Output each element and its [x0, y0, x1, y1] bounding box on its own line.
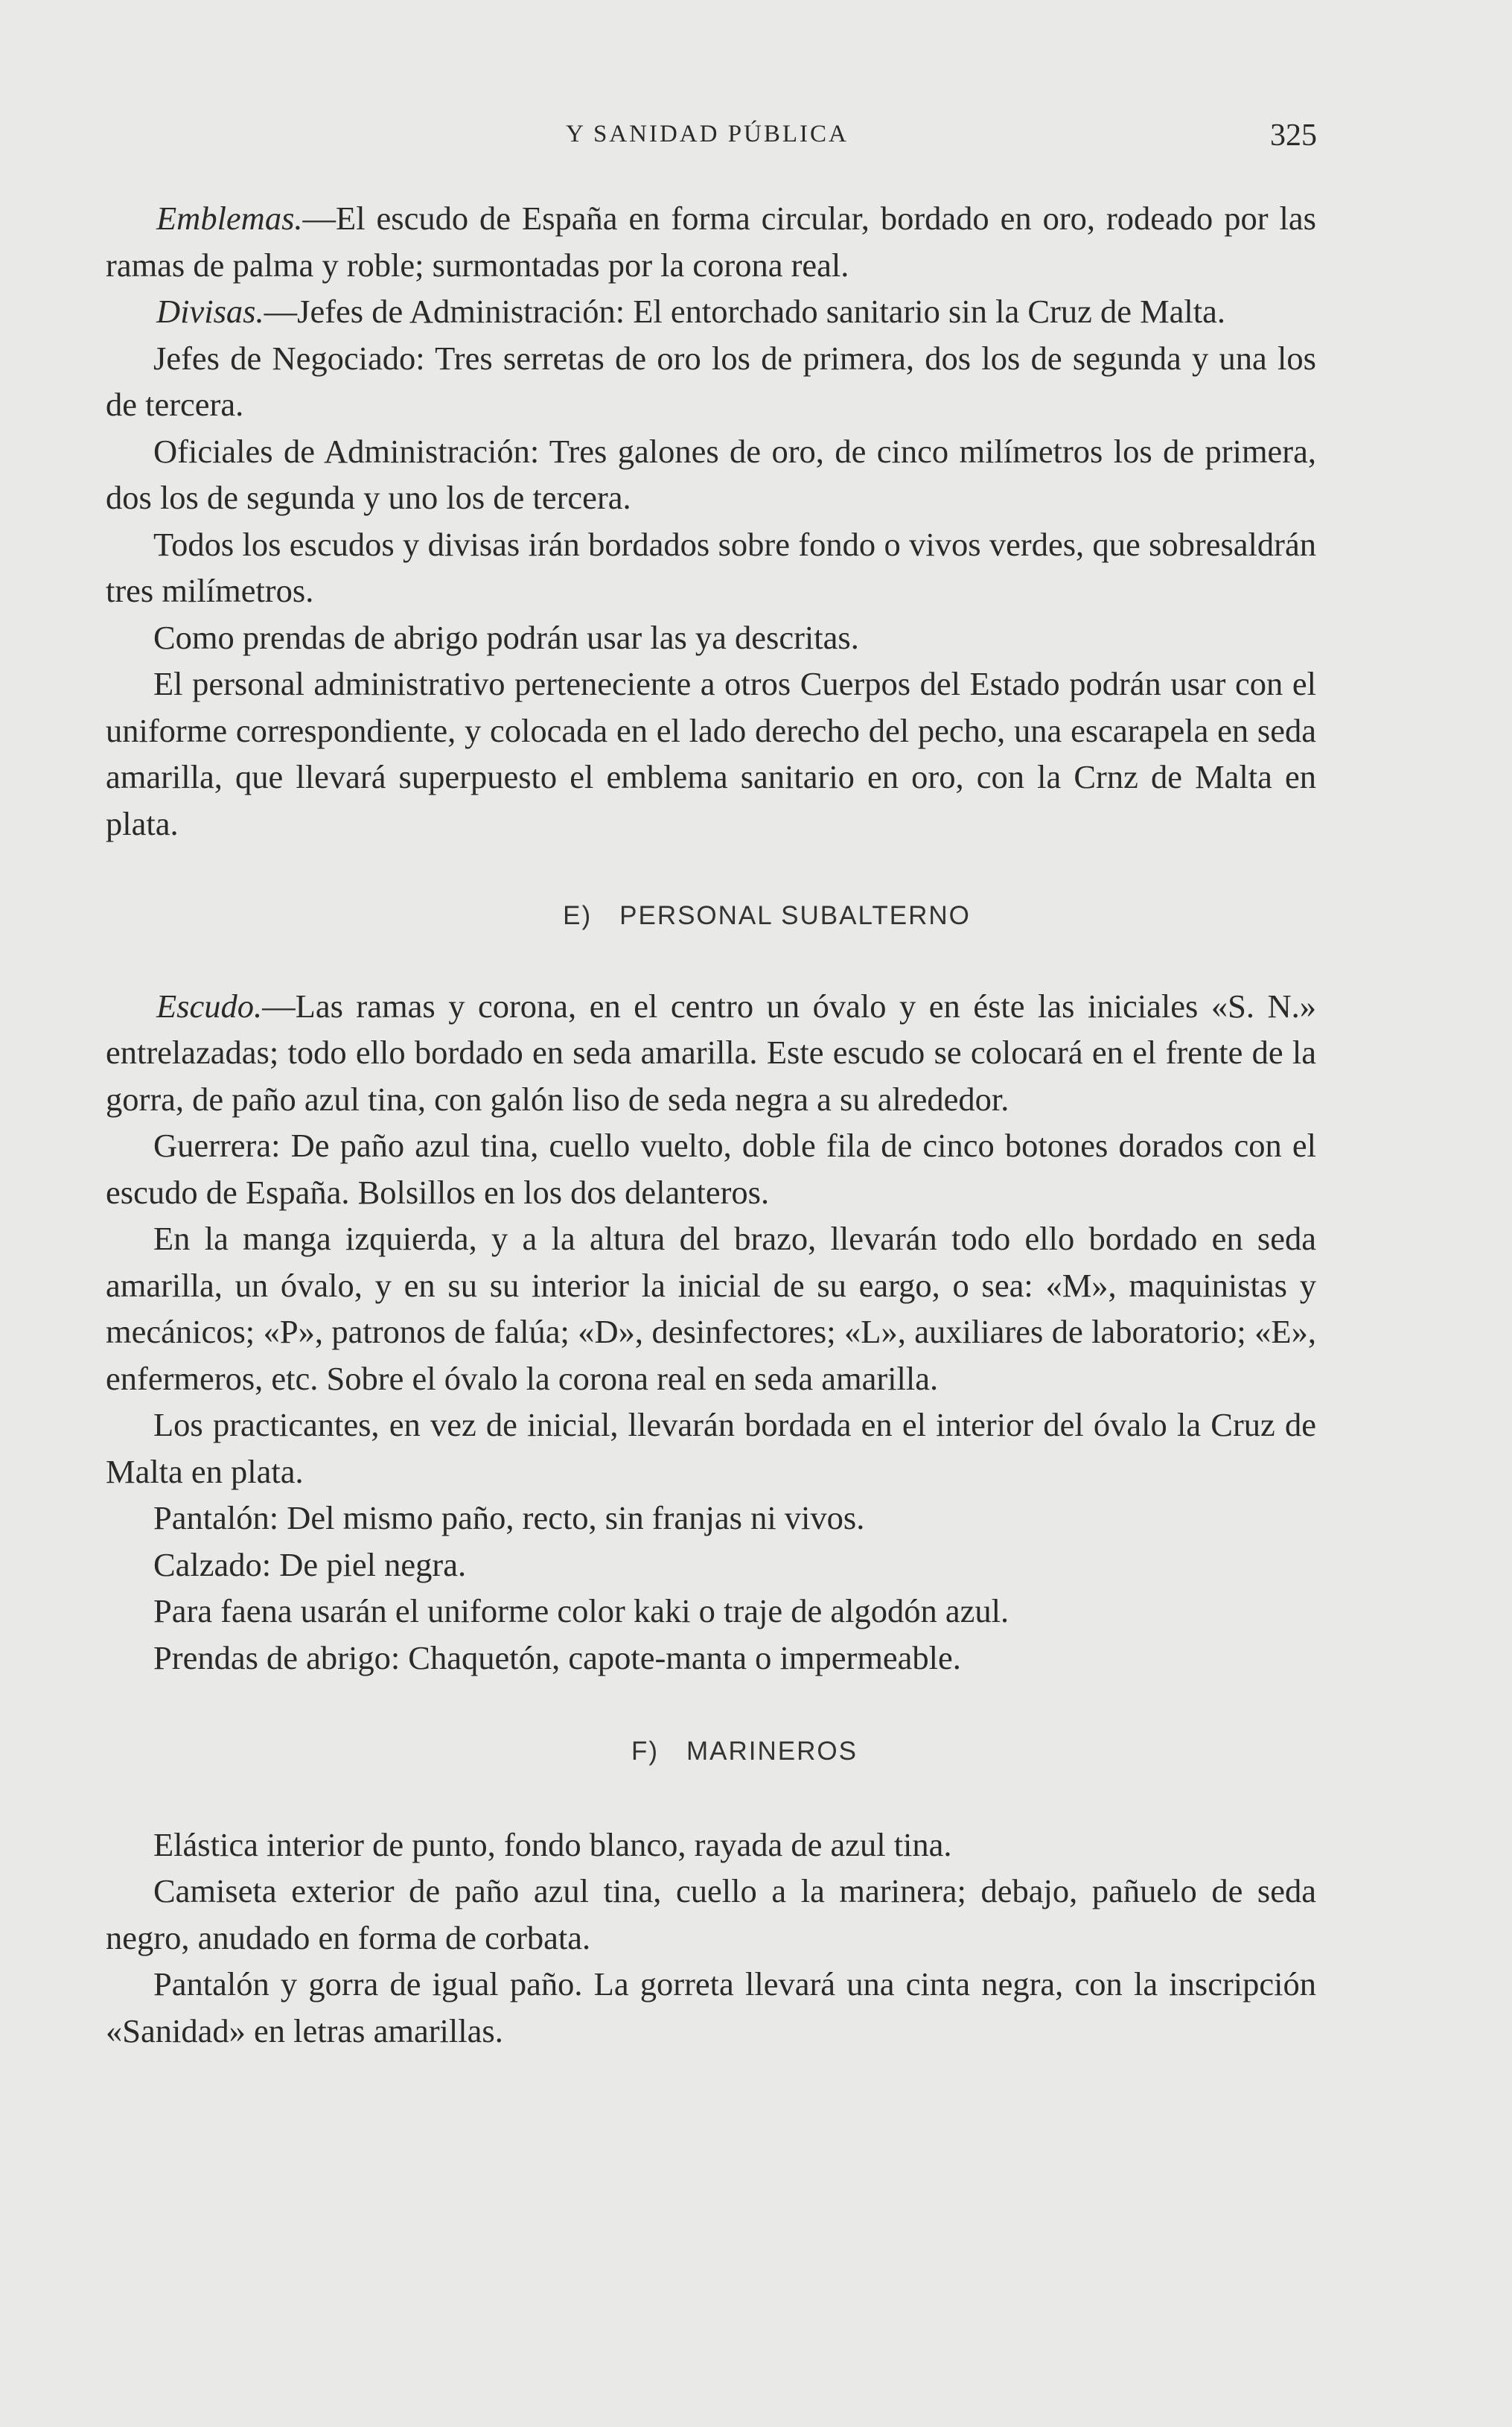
running-title: Y SANIDAD PÚBLICA: [566, 121, 849, 147]
section-f-title: MARINEROS: [686, 1737, 858, 1766]
paragraph-escudo: [106, 983, 1316, 1123]
section-f-letter: F): [631, 1737, 660, 1766]
paragraph-camiseta: Camiseta exterior de paño azul tina, cuello a la marinera; debajo, pañuelo de seda negro, anudado en forma de corbata.: [106, 1872, 1316, 1956]
page-header: [0, 118, 1512, 162]
section-heading-f: [106, 1728, 1316, 1775]
paragraph-emblemas: [106, 195, 1316, 288]
paragraph-guerrera: Guerrera: De paño azul tina, cuello vuelto, doble fila de cinco botones dorados con el escudo de España. Bolsillos en los dos delanteros.: [106, 1127, 1316, 1211]
paragraph-personal-administrativo: El personal administrativo perteneciente a otros Cuerpos del Estado podrán usar con el uniforme correspondiente, y colocada en el lado derecho del pecho, una escarapela en seda amarilla, que llevará superpuesto el emblema sanitario en oro, con la Crnz de Malta en plata.: [106, 665, 1316, 842]
paragraph-todos-escudos: Todos los escudos y divisas irán bordados sobre fondo o vivos verdes, que sobresaldrán tres milímetros.: [106, 525, 1316, 609]
paragraph-practicantes: Los practicantes, en vez de inicial, llevarán bordada en el interior del óvalo la Cruz de Malta en plata.: [106, 1406, 1316, 1490]
page-number: 325: [1270, 118, 1317, 153]
text-emblemas: —El escudo de España en forma circular, bordado en oro, rodeado por las ramas de palma y roble; surmontadas por la corona real.: [106, 200, 1316, 284]
section-e-letter: E): [563, 901, 593, 930]
text-escudo: —Las ramas y corona, en el centro un óvalo y en éste las iniciales «S. N.» entrelazadas; todo ello bordado en seda amarilla. Este escudo se colocará en el frente de la gorra, de paño azul tina, con galón liso de seda negra a su alrededor.: [106, 987, 1316, 1118]
paragraph-pantalon-gorra: Pantalón y gorra de igual paño. La gorreta llevará una cinta negra, con la inscripción «Sanidad» en letras amarillas.: [106, 1965, 1316, 2049]
paragraph-jefes-negociado: Jefes de Negociado: Tres serretas de oro los de primera, dos los de segunda y una los de tercera.: [106, 339, 1316, 423]
label-escudo: Escudo.: [156, 987, 263, 1025]
paragraph-prendas-abrigo-subalterno: Prendas de abrigo: Chaquetón, capote-manta o impermeable.: [153, 1638, 961, 1676]
paragraph-calzado: Calzado: De piel negra.: [153, 1545, 467, 1583]
paragraph-prendas-abrigo: Como prendas de abrigo podrán usar las ya descritas.: [153, 618, 859, 656]
label-divisas: Divisas.: [156, 293, 264, 330]
label-emblemas: Emblemas.: [156, 200, 303, 237]
paragraph-pantalon: Pantalón: Del mismo paño, recto, sin franjas ni vivos.: [153, 1499, 865, 1536]
paragraph-oficiales: Oficiales de Administración: Tres galones de oro, de cinco milímetros los de primera, dos los de segunda y uno los de tercera.: [106, 432, 1316, 516]
paragraph-manga: En la manga izquierda, y a la altura del brazo, llevarán todo ello bordado en seda amarilla, un óvalo, y en su su interior la inicial de su eargo, o sea: «M», maquinistas y mecánicos; «P», patronos de falúa; «D», desinfectores; «L», auxiliares de laboratorio; «E», enfermeros, etc. Sobre el óvalo la corona real en seda amarilla.: [106, 1220, 1316, 1397]
body-text: [106, 195, 1316, 2054]
section-heading-e: [106, 893, 1316, 940]
section-e-title: PERSONAL SUBALTERNO: [619, 901, 971, 930]
paragraph-faena: Para faena usarán el uniforme color kaki o traje de algodón azul.: [153, 1592, 1009, 1629]
paragraph-elastica: Elástica interior de punto, fondo blanco, rayada de azul tina.: [153, 1825, 952, 1863]
paragraph-divisas: [106, 288, 1316, 335]
text-divisas: —Jefes de Administración: El entorchado sanitario sin la Cruz de Malta.: [264, 293, 1226, 330]
